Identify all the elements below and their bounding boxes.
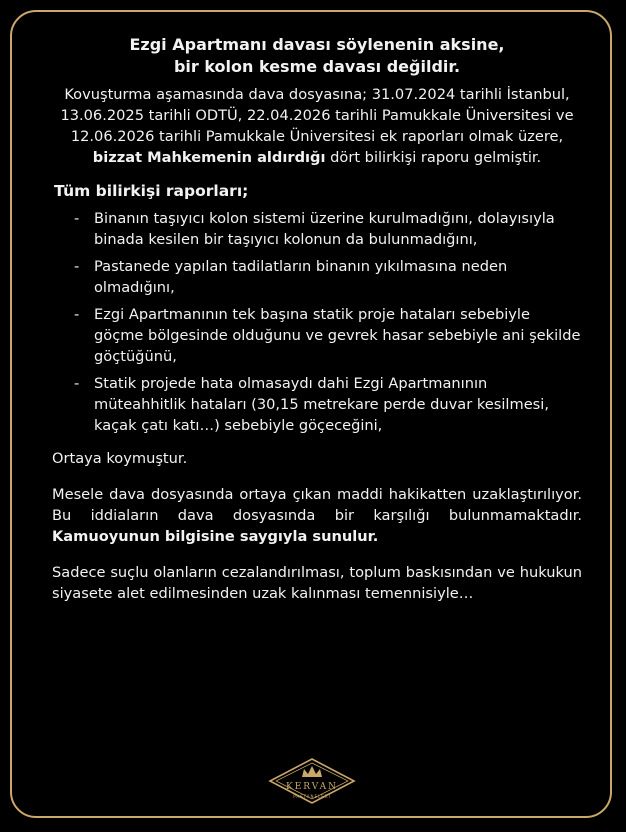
statement-title bbox=[52, 34, 582, 78]
paragraph-2-bold: Kamuoyunun bilgisine saygıyla sunulur. bbox=[52, 528, 379, 545]
kervan-logo bbox=[266, 757, 358, 817]
reports-heading: Tüm bilirkişi raporları; bbox=[54, 182, 249, 200]
logo-name: KERVAN bbox=[285, 782, 338, 792]
list-item bbox=[52, 373, 582, 436]
intro-paragraph bbox=[52, 84, 582, 168]
paragraph-2-text: Mesele dava dosyasında ortaya çıkan maddi hakikatten uzaklaştırılıyor. Bu iddiaların dava dosyasında bir karşılığı bulunmamaktadır. bbox=[52, 486, 582, 524]
title-line-2: bir kolon kesme davası değildir. bbox=[173, 57, 461, 76]
list-item-text: Pastanede yapılan tadilatların binanın yıkılmasına neden olmadığını, bbox=[94, 258, 508, 296]
list-item-text: Statik projede hata olmasaydı dahi Ezgi Apartmanının müteahhitlik hataları (30,15 metrekare perde duvar kesilmesi, kaçak çatı katı…) sebebiyle göçeceğini, bbox=[94, 375, 549, 434]
intro-bold-text: bizzat Mahkemenin aldırdığı bbox=[92, 149, 326, 166]
list-item bbox=[52, 304, 582, 367]
list-item-text: Binanın taşıyıcı kolon sistemi üzerine kurulmadığını, dolayısıyla binada kesilen bir taşıyıcı kolonun da bulunmadığını, bbox=[94, 210, 555, 248]
conclusion-line: Ortaya koymuştur. bbox=[52, 450, 188, 467]
list-dash: - bbox=[74, 210, 80, 227]
list-dash: - bbox=[74, 306, 80, 323]
paragraph-3: Sadece suçlu olanların cezalandırılması, toplum baskısından ve hukukun siyasete alet edilmesinden uzak kalınması temennisiyle… bbox=[52, 564, 582, 602]
statement-body bbox=[52, 34, 582, 619]
logo-subtitle: PASTANELERİ bbox=[293, 794, 331, 799]
intro-text-1: Kovuşturma aşamasında dava dosyasına; 31.07.2024 tarihli İstanbul, 13.06.2025 tarihli ODTÜ, 22.04.2026 tarihli Pamukkale Üniversitesi ve 12.06.2026 tarihli Pamukkale Üniversitesi ek raporları olmak üzere, bbox=[60, 86, 574, 145]
reports-list bbox=[52, 208, 582, 436]
title-line-1: Ezgi Apartmanı davası söylenenin aksine, bbox=[129, 35, 505, 54]
intro-text-2: dört bilirkişi raporu gelmiştir. bbox=[325, 149, 542, 166]
list-dash: - bbox=[74, 375, 80, 392]
paragraph-2 bbox=[52, 484, 582, 547]
list-item bbox=[52, 256, 582, 298]
list-item bbox=[52, 208, 582, 250]
list-item-text: Ezgi Apartmanının tek başına statik proje hataları sebebiyle göçme bölgesinde olduğunu ve gevrek hasar sebebiyle ani şekilde göçtüğünü, bbox=[94, 306, 581, 365]
list-dash: - bbox=[74, 258, 80, 275]
